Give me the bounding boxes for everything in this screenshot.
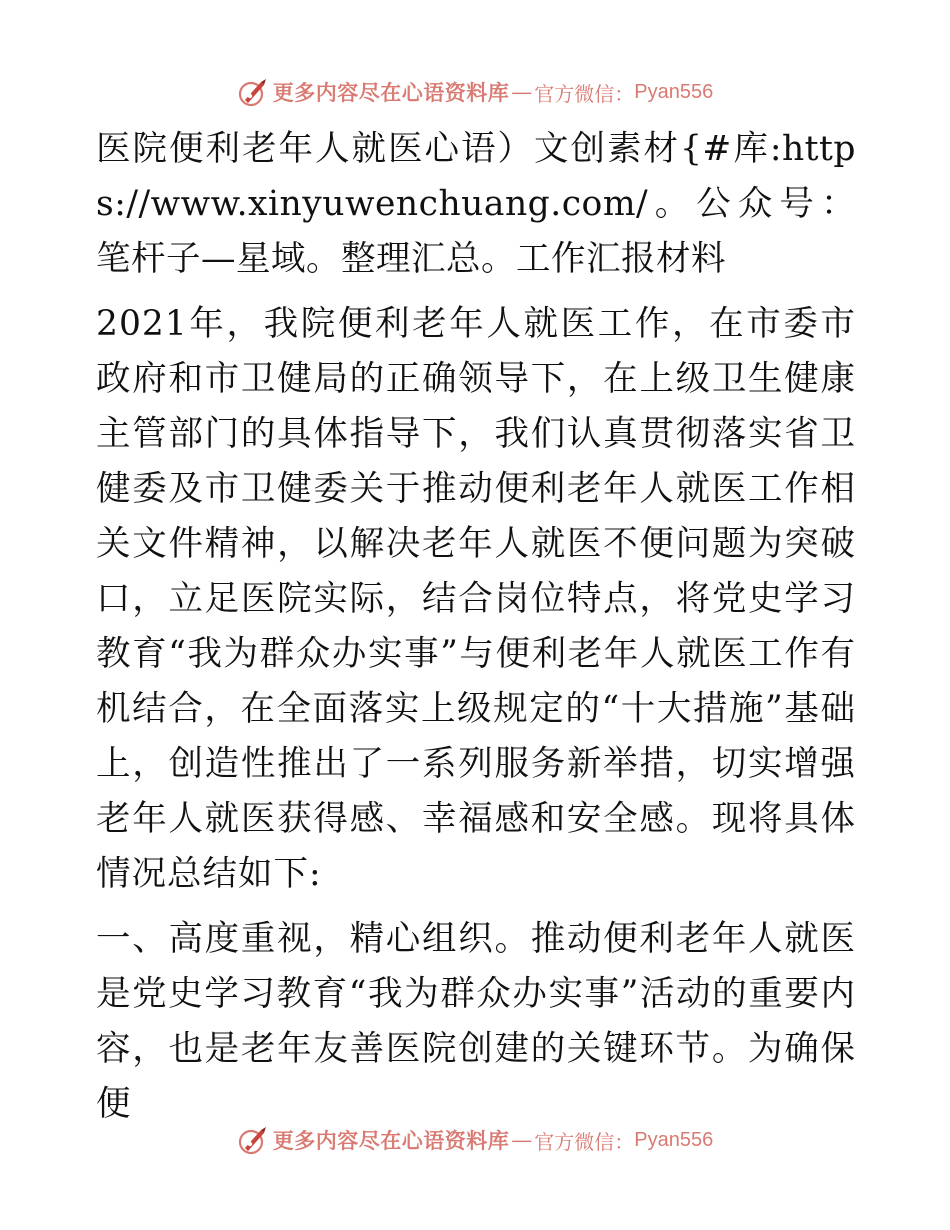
document-body — [96, 122, 856, 1142]
watermark-wechat-label: 官方微信： — [534, 1129, 635, 1154]
watermark-wechat-id: Pyan556 — [634, 80, 714, 103]
watermark-banner-bottom — [0, 1120, 950, 1160]
watermark-banner-top — [0, 72, 950, 112]
watermark-text: 更多内容尽在心语资料库 — [272, 80, 510, 105]
paragraph-header-note: 医院便利老年人就医心语）文创素材{#库:https://www.xinyuwenchuang.com/。公众号：笔杆子—星域。整理汇总。工作汇报材料 — [96, 129, 856, 279]
watermark-wechat-label: 官方微信： — [534, 81, 635, 106]
paragraph-section-one: 一、高度重视，精心组织。推动便利老年人就医是党史学习教育“我为群众办实事”活动的重要内容，也是老年友善医院创建的关键环节。为确保便 — [96, 919, 856, 1124]
watermark-separator: — — [511, 1128, 533, 1152]
quill-pen-logo-icon — [237, 76, 269, 108]
watermark-text: 更多内容尽在心语资料库 — [272, 1128, 510, 1153]
watermark-separator: — — [511, 80, 533, 104]
watermark-wechat-id: Pyan556 — [634, 1128, 714, 1151]
quill-pen-logo-icon — [237, 1124, 269, 1156]
paragraph-intro: 2021年，我院便利老年人就医工作，在市委市政府和市卫健局的正确领导下，在上级卫生健康主管部门的具体指导下，我们认真贯彻落实省卫健委及市卫健委关于推动便利老年人就医工作相关文件精神，以解决老年人就医不便问题为突破口，立足医院实际，结合岗位特点，将党史学习教育“我为群众办实事”与便利老年人就医工作有机结合，在全面落实上级规定的“十大措施”基础上，创造性推出了一系列服务新举措，切实增强老年人就医获得感、幸福感和安全感。现将具体情况总结如下: — [96, 304, 856, 894]
